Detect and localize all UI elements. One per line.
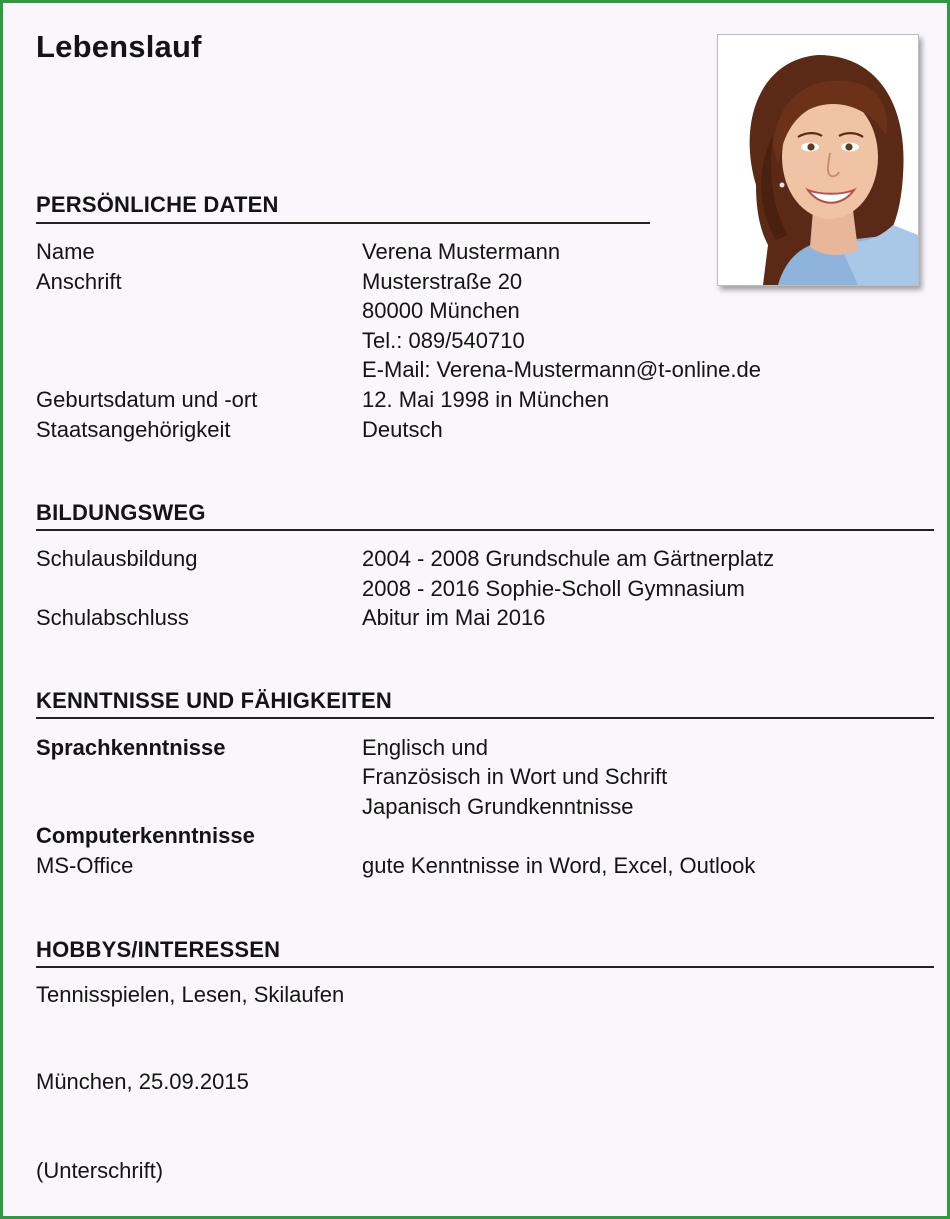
row-email [36, 355, 936, 385]
value-language-3: Japanisch Grundkenntnisse [362, 794, 634, 819]
place-date: München, 25.09.2015 [36, 1069, 249, 1094]
label-office: MS-Office [36, 853, 134, 878]
row-graduation [36, 603, 936, 633]
value-office: gute Kenntnisse in Word, Excel, Outlook [362, 853, 756, 878]
label-address: Anschrift [36, 269, 122, 294]
row-address-city [36, 296, 936, 326]
value-address-city: 80000 München [362, 298, 520, 323]
value-language-2: Französisch in Wort und Schrift [362, 764, 668, 789]
label-birth: Geburtsdatum und -ort [36, 387, 258, 412]
value-email: E-Mail: Verena-Mustermann@t-online.de [362, 357, 761, 382]
divider-personal [36, 222, 650, 224]
divider-skills [36, 717, 934, 719]
label-language: Sprachkenntnisse [36, 735, 226, 760]
value-language-1: Englisch und [362, 735, 488, 760]
row-phone [36, 326, 936, 356]
section-heading-personal: PERSÖNLICHE DATEN [36, 192, 279, 217]
section-heading-skills: KENNTNISSE UND FÄHIGKEITEN [36, 688, 392, 713]
divider-hobbies [36, 966, 934, 968]
row-language [36, 733, 936, 763]
label-computer: Computerkenntnisse [36, 823, 255, 848]
label-school: Schulausbildung [36, 546, 198, 571]
label-name: Name [36, 239, 95, 264]
row-birth [36, 385, 936, 415]
row-nationality [36, 415, 936, 445]
row-office [36, 851, 936, 881]
row-name [36, 237, 936, 267]
value-school-2: 2008 - 2016 Sophie-Scholl Gymnasium [362, 576, 745, 601]
value-name: Verena Mustermann [362, 239, 561, 264]
value-nationality: Deutsch [362, 417, 443, 442]
value-address-street: Musterstraße 20 [362, 269, 523, 294]
row-school-2 [36, 574, 936, 604]
value-graduation: Abitur im Mai 2016 [362, 605, 546, 630]
divider-education [36, 529, 934, 531]
hobbies-text: Tennisspielen, Lesen, Skilaufen [36, 982, 345, 1007]
value-phone: Tel.: 089/540710 [362, 328, 525, 353]
label-nationality: Staatsangehörigkeit [36, 417, 231, 442]
section-heading-hobbies: HOBBYS/INTERESSEN [36, 937, 281, 962]
row-computer [36, 821, 936, 851]
section-heading-education: BILDUNGSWEG [36, 500, 206, 525]
row-school [36, 544, 936, 574]
signature-placeholder: (Unterschrift) [36, 1158, 164, 1183]
value-school-1: 2004 - 2008 Grundschule am Gärtnerplatz [362, 546, 775, 571]
row-language-2 [36, 762, 936, 792]
row-address [36, 267, 936, 297]
label-graduation: Schulabschluss [36, 605, 189, 630]
value-birth: 12. Mai 1998 in München [362, 387, 610, 412]
row-language-3 [36, 792, 936, 822]
page-title: Lebenslauf [36, 29, 202, 64]
